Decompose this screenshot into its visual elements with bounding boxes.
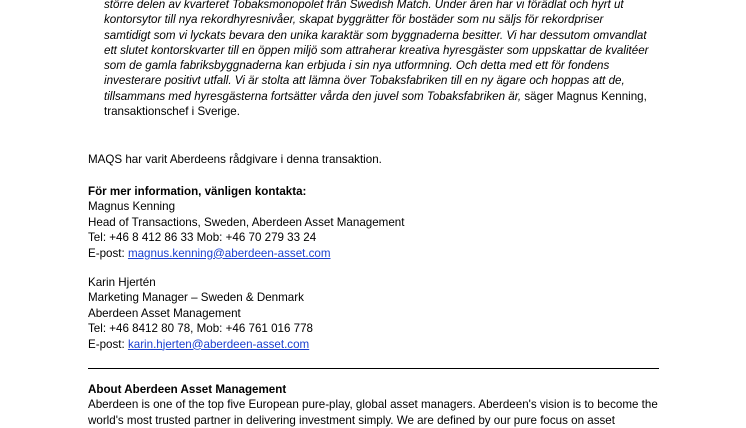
contact1-email-row <box>88 246 668 261</box>
contact2-name: Karin Hjertén <box>88 276 156 289</box>
contact2-email-row <box>88 337 668 352</box>
contact1-phone: Tel: +46 8 412 86 33 Mob: +46 70 279 33 24 <box>88 231 317 245</box>
contact1-email-label: E-post: <box>88 246 128 260</box>
contact2-email-label: E-post: <box>88 337 128 351</box>
quote-attribution: säger Magnus Kenning, <box>521 89 647 103</box>
quote-line: transaktionschef i Sverige. <box>104 104 240 118</box>
quote-line: som de gamla fabriksbyggnaderna kan erbjuda i sin nya utformning. Och detta med ett för fondens <box>104 59 610 72</box>
contact1-name: Magnus Kenning <box>88 200 176 214</box>
contact1-title: Head of Transactions, Sweden, Aberdeen Asset Management <box>88 215 405 229</box>
quote-line: samtidigt som vi lyckats bevara den unika karaktär som byggnaderna besitter. Vi har dessutom omvandlat <box>104 28 647 42</box>
contact-section <box>88 184 668 261</box>
contact2-section <box>88 275 668 352</box>
advisor-line: MAQS har varit Aberdeens rådgivare i denna transaktion. <box>88 153 382 166</box>
quote-line: kontorsytor till nya rekordhyresnivåer, skapat byggrätter för bostäder som nu säljs för rekordpriser <box>104 13 604 27</box>
about-section <box>88 382 668 428</box>
about-line: Aberdeen is one of the top five European pure-play, global asset managers. Aberdeen's vision is to become the <box>88 398 658 412</box>
quote-line: investerare positivt utfall. Vi är stolta att lämna över Tobaksfabriken till en ny ägare och hoppas att de, <box>104 74 625 88</box>
contact-heading: För mer information, vänligen kontakta: <box>88 185 307 198</box>
contact1-email-link[interactable]: magnus.kenning@aberdeen-asset.com <box>127 246 331 260</box>
contact2-email-link[interactable]: karin.hjerten@aberdeen-asset.com <box>127 337 310 351</box>
contact2-title: Marketing Manager – Sweden & Denmark <box>88 291 304 305</box>
quote-line: större delen av kvarteret Tobaksmonopolet från Swedish Match. Under åren har vi förädlat och hyrt ut <box>104 0 624 11</box>
contact2-phone: Tel: +46 8412 80 78, Mob: +46 761 016 778 <box>88 322 313 336</box>
about-line: world's most trusted partner in delivering investment simply. We are defined by our pure focus on asset <box>88 413 615 427</box>
quote-line: ett slutet kontorskvarter till en öppen miljö som attraherar kreativa hyresgäster som uppskattar de kvalitéer <box>104 43 649 57</box>
section-divider <box>88 368 659 369</box>
advisor-paragraph <box>88 152 668 167</box>
quote-line-end: tillsammans med hyresgästerna fortsätter vårda den juvel som Tobaksfabriken är, <box>104 89 522 103</box>
contact2-company: Aberdeen Asset Management <box>88 306 241 320</box>
quote-line <box>104 89 664 104</box>
about-heading: About Aberdeen Asset Management <box>88 383 287 396</box>
press-quote <box>104 0 664 119</box>
